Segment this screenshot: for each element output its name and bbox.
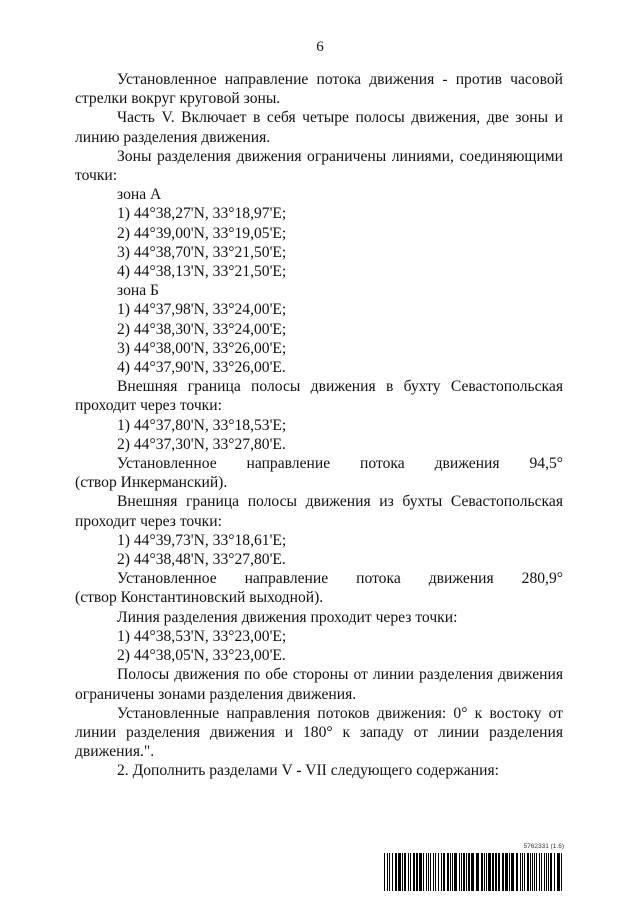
paragraph-lanes-limited xyxy=(75,665,563,703)
direction-line-inbound xyxy=(75,454,563,473)
zone-b-point: 2) 44°38,30'N, 33°24,00'E; xyxy=(117,320,287,338)
direction-value: 94,5° xyxy=(529,455,563,473)
barcode-icon xyxy=(384,853,564,891)
inbound-point: 1) 44°37,80'N, 33°18,53'E; xyxy=(117,416,287,434)
text-line: Установленное направление потока движения - против часовой xyxy=(117,71,563,88)
text-word: Установленное xyxy=(117,455,217,473)
text-word: движения xyxy=(428,570,494,588)
document-barcode xyxy=(384,843,564,891)
text-line: Внешняя граница полосы движения из бухты Севастопольская xyxy=(117,493,563,511)
direction-line-outbound xyxy=(75,569,563,588)
paragraph-zones-intro xyxy=(75,147,563,185)
separation-line-intro: Линия разделения движения проходит через точки: xyxy=(117,608,458,626)
paragraph-outbound-boundary xyxy=(75,492,563,530)
zone-b-point: 3) 44°38,00'N, 33°26,00'E; xyxy=(117,339,287,357)
text-word: направление xyxy=(244,570,329,588)
zone-b-heading: зона Б xyxy=(117,282,159,300)
text-line: Полосы движения по обе стороны от линии разделения движения xyxy=(117,666,563,684)
zone-a-point: 4) 44°38,13'N, 33°21,50'E; xyxy=(117,263,287,281)
text-word: Установленное xyxy=(117,570,217,588)
zone-a-point: 1) 44°38,27'N, 33°18,97'E; xyxy=(117,205,287,223)
separation-line-point: 2) 44°38,05'N, 33°23,00'E. xyxy=(117,647,286,665)
direction-range-inbound: (створ Инкерманский). xyxy=(75,474,228,492)
outbound-point: 2) 44°38,48'N, 33°27,80'E. xyxy=(117,551,286,569)
separation-line-point: 1) 44°38,53'N, 33°23,00'E; xyxy=(117,627,287,645)
text-word: направление xyxy=(246,455,331,473)
paragraph-part-v xyxy=(75,108,563,146)
text-word: движения xyxy=(434,455,500,473)
text-line: и линию разделения движения. xyxy=(75,109,563,146)
zone-b-point: 1) 44°37,98'N, 33°24,00'E; xyxy=(117,301,287,319)
text-line: проходит через точки: xyxy=(75,397,222,415)
direction-range-outbound: (створ Константиновский выходной). xyxy=(75,589,324,607)
text-line: разделения движения и 180° к западу от линии разделения движения.". xyxy=(75,723,563,761)
paragraph-direction-roundabout xyxy=(75,70,563,108)
zone-a-point: 2) 44°39,00'N, 33°19,05'E; xyxy=(117,224,287,242)
document-body xyxy=(75,70,563,781)
zone-a-heading: зона А xyxy=(117,186,162,204)
text-word: потока xyxy=(360,455,405,473)
inbound-point: 2) 44°37,30'N, 33°27,80'E. xyxy=(117,435,286,453)
zone-b-point: 4) 44°37,90'N, 33°26,00'E. xyxy=(117,359,286,377)
text-line: точки: xyxy=(75,167,118,185)
text-word: потока xyxy=(356,570,401,588)
text-line: Установленные направления потоков движения: 0° к востоку от линии xyxy=(75,704,563,741)
amendment-item-2: 2. Дополнить разделами V - VII следующего содержания: xyxy=(117,762,500,780)
barcode-number: 5762331 (1.6) xyxy=(523,843,564,850)
page-number: 6 xyxy=(316,39,324,55)
paragraph-inbound-boundary xyxy=(75,377,563,415)
text-line: стрелки вокруг круговой зоны. xyxy=(75,90,281,108)
direction-value: 280,9° xyxy=(521,570,563,588)
text-line: Часть V. Включает в себя четыре полосы движения, две зоны xyxy=(117,109,549,127)
outbound-point: 1) 44°39,73'N, 33°18,61'E; xyxy=(117,531,287,549)
text-line: проходит через точки: xyxy=(75,512,222,530)
paragraph-flow-directions xyxy=(75,704,563,762)
zone-a-point: 3) 44°38,70'N, 33°21,50'E; xyxy=(117,243,287,261)
text-line: ограничены зонами разделения движения. xyxy=(75,685,357,703)
text-line: Зоны разделения движения ограничены линиями, соединяющими xyxy=(117,147,563,165)
text-line: Внешняя граница полосы движения в бухту Севастопольская xyxy=(117,378,563,396)
